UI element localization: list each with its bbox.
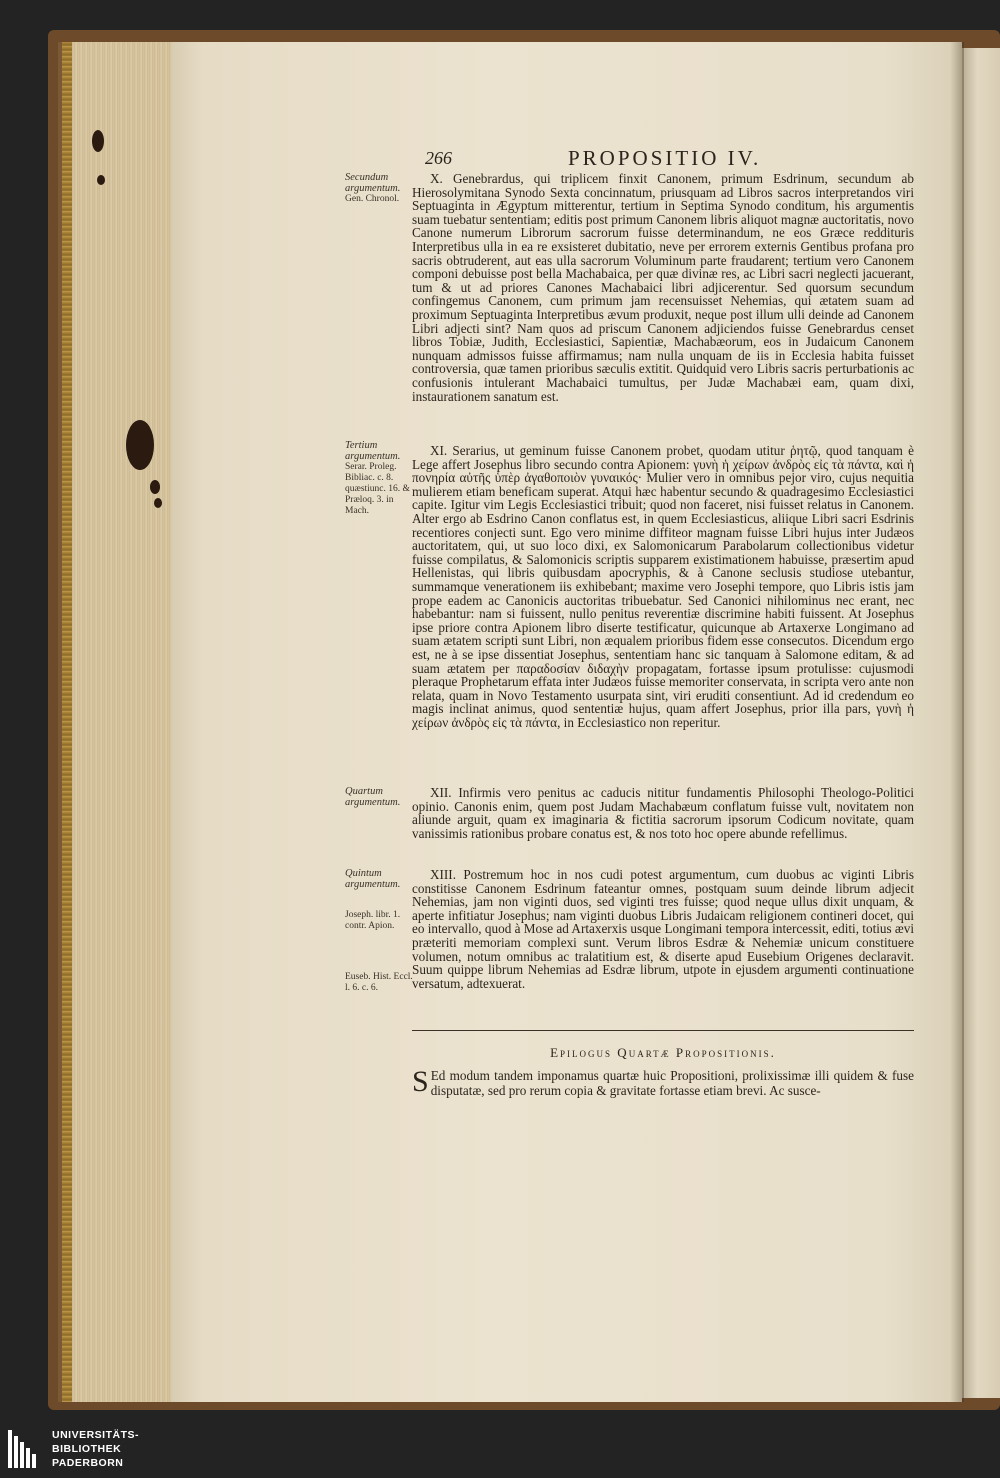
paragraph-xi	[412, 444, 914, 729]
paragraph-text: XI. Serarius, ut geminum fuisse Canonem probet, quodam utitur ῥητῷ, quod tanquam è Lege affert Josephus libro secundo contra Apionem: γυνὴ ἡ χείρων ἀνδρὸς εἰς τὰ πάντα, καὶ ἡ πονηρία αὐτῆς ὑπὲρ ἀγαθοποιὸν γυναικός· Mulier vero in omnibus pejor viro, cujus nequitia mulierem etiam beneficam superat. Atqui hæc habentur secundo & quadragesimo Ecclesiastici capite. Igitur vim Legis Ecclesiastici tribuit; quod non faceret, nisi fuisset relatus in Canonem. Alter ergo ab Esdrino Canon conflatus est, in quem Ecclesiasticus, aliique Libri sacri Esdrinis recentiores conjecti sunt. Ego vero minime diffiteor magnam fuisse Libri hujus inter Judæos auctoritatem, qui, ut suo loco dixi, ex Salomonicarum Parabolarum collectionibus videtur fuisse compilatus, & Salomonicis scriptis supparem existimationem habuisse, præsertim apud Hellenistas, qui libris quibusdam apocryphis, & à Canone seclusis studiose utebantur, summamque venerationem iis exhibebant; maxime vero Josephi tempore, quo Libris istis jam prope eadem ac Canonicis auctoritas tribuebatur. Sed Canonici nihilominus nec erant, nec habebantur: nam si fuissent, nullo penitus reverentiæ discrimine habiti fuissent. At Josephus ipse priore contra Apionem libro diserte testificatur, quicunque ab Artaxerxe Longimano ad suam ætatem scripti sunt Libri, non æqualem prioribus fidem esse consecutos. Dicendum ergo est, ne à se ipse dissentiat Josephus, sententiam hanc sic tanquam à Salomone editam, & ad suam ætatem per παραδοσίαν διδαχὴν propagatam, fortasse ipsum protulisse: cujusmodi pleraque Prophetarum effata inter Judæos fuisse memoriter conservata, in scripta vero ante non relata, quam in Novo Testamento usurpata sint, viri eruditi consentiunt. Ad id credendum eo magis inclinat animus, quod sententiæ hujus, quam affert Josephus, prior illa pars, γυνὴ ἡ χείρων ἀνδρὸς εἰς τὰ πάντα, in Ecclesiastico non reperitur.	[412, 443, 914, 730]
section-rule	[412, 1030, 914, 1031]
facing-page-edge	[962, 48, 1000, 1398]
epilogue-text	[412, 1065, 914, 1098]
logo-line: BIBLIOTHEK	[52, 1443, 122, 1455]
margin-note-roman: Gen. Chronol.	[345, 194, 400, 204]
running-head: PROPOSITIO IV.	[568, 146, 762, 170]
paragraph-text: XII. Infirmis vero penitus ac caducis nititur fundamentis Philosophi Theologo-Politici opinio. Canonis enim, quem post Judam Machabæum conflatum fuisse vult, novitatem non aliunde arguit, quam ex imaginaria & fictitia sacrorum ipsorum Codicum novitate, quam vanissimis rationibus probare conatus est, & nos toto hoc opere abunde refellimus.	[412, 785, 914, 841]
paragraph-xii	[412, 786, 914, 840]
stain	[150, 480, 160, 494]
drop-cap: S	[412, 1065, 429, 1098]
logo-line: UNIVERSITÄTS-	[52, 1429, 140, 1441]
stain	[92, 130, 104, 152]
stain	[126, 420, 154, 470]
paragraph-text: X. Genebrardus, qui triplicem finxit Canonem, primum Esdrinum, secundum ab Hierosolymitana Synodo Sexta concinnatum, priusquam ad Libros sacros interpretandos viri Septuaginta in Ægyptum mitterentur, tertium in Septima Synodo conditum, his argumentis suam tuebatur sententiam; editis post primum Canonem libris aliquot magnæ auctoritatis, novo Canone numerum Librorum sacrorum fuisse determinandum, ne eos Græce reddituris Interpretibus ulla in ea re exsisteret dubitatio, neve per errorem externis Gentibus profana pro sacris obtruderent, aut eas ulla sacrorum Voluminum parte fraudarent; tertium vero Canonem componi debuisse post bella Machabaica, per quæ divinæ res, ac Libri sacri neglecti jacuerant, tum & ut ad priores Canones Machabaici libri adjicerentur. Sed quorsum secundum confingemus Canonem, cum primum jam recensuisset Nehemias, qui ætatem suam ad proximum Septuaginta Interpretibus ævum produxit, neque post illum ulli deinde ad Canonem Libri adjecti sint? Nam quos ad priscum Canonem adjiciendos fuisse Genebrardus censet libros Tobiæ, Judith, Ecclesiastici, Sapientiæ, Machabæorum, eos in Judaicum Canonem nunquam admissos fuisse affirmamus; nam nulla unquam de iis in Ecclesia habita fuisset controversia, quæ tamen prioribus sæculis extitit. Quidquid vero Libris sacris perturbationis ac confusionis intulerant Machabaici tumultus, per Judæ Machabæi eam, quam dixi, instaurationem sanatum est.	[412, 171, 914, 404]
library-logo	[8, 1428, 158, 1472]
paragraph-x	[412, 172, 914, 403]
margin-note-italic: Quartum argumentum.	[345, 786, 401, 808]
epilogue-body: Ed modum tandem imponamus quartæ huic Propositioni, prolixissimæ illi quidem & fuse disputatæ, sed pro rerum copia & gravitate fortasse etiam brevi. Ac susce-	[430, 1068, 914, 1098]
margin-note	[345, 868, 415, 890]
logo-line: PADERBORN	[52, 1457, 124, 1469]
margin-note	[345, 972, 415, 994]
margin-note-italic: Tertium argumentum.	[345, 440, 401, 462]
library-logo-text	[52, 1428, 139, 1470]
library-logo-icon	[8, 1430, 38, 1468]
margin-note	[345, 786, 415, 808]
paragraph-xiii	[412, 868, 914, 990]
margin-note	[345, 172, 415, 205]
margin-note-italic: Quintum argumentum.	[345, 868, 401, 890]
stain	[97, 175, 105, 185]
margin-note-roman: Joseph. libr. 1. contr. Apion.	[345, 910, 401, 931]
gilt-edge	[62, 42, 72, 1402]
margin-note	[345, 910, 415, 932]
page-number: 266	[425, 148, 452, 168]
margin-note-italic: Secundum argumentum.	[345, 172, 401, 194]
margin-note	[345, 440, 415, 517]
stain	[154, 498, 162, 508]
paragraph-text: XIII. Postremum hoc in nos cudi potest argumentum, cum duobus ac viginti Libris constitisse Canonem Esdrinum fateantur omnes, postquam suum deinde librum adjecit Nehemias, jam non viginti duos, sed viginti tres fuisse; quod neque ullus dixit unquam, & aperte infitiatur Josephus; nam viginti duobus Libris Judaicam religionem contineri docet, qui eo intervallo, quod à Mose ad Artaxerxis usque Longimani tempora intercessit, editi, totius ævi præteriti memoriam complexi sunt. Verum libros Esdræ & Nehemiæ unicum constituere volumen, notum omnibus ac tralatitium est, & diserte apud Eusebium Origenes declaravit. Suum quippe librum Nehemias ad Esdræ librum, utpote in ejusdem argumenti continuatione versatum, adtexuerat.	[412, 867, 914, 991]
gutter-shadow	[950, 42, 964, 1402]
margin-note-roman: Euseb. Hist. Eccl. l. 6. c. 6.	[345, 972, 413, 993]
page-edges	[58, 42, 174, 1402]
epilogue-title: Epilogus Quartæ Propositionis.	[550, 1045, 776, 1060]
margin-note-roman: Serar. Proleg. Bibliac. c. 8. quæstiunc. 16. & Præloq. 3. in Mach.	[345, 462, 410, 516]
